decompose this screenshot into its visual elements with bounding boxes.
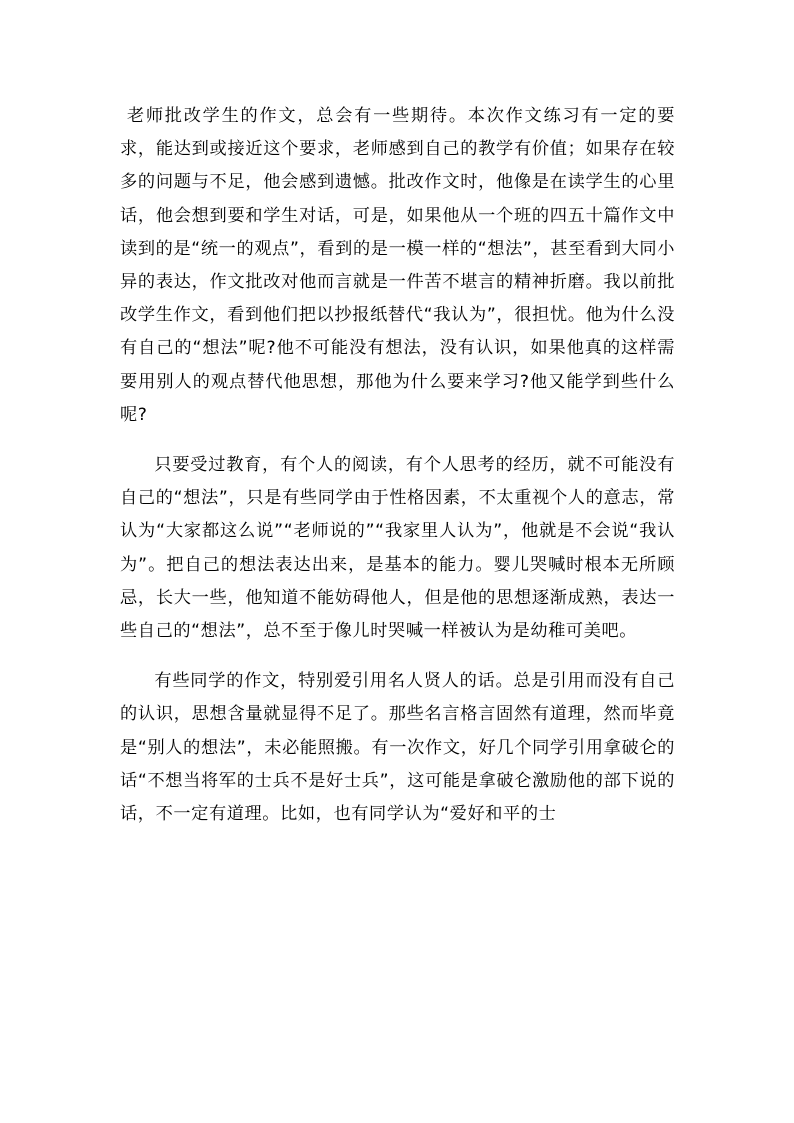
paragraph-1: 老师批改学生的作文，总会有一些期待。本次作文练习有一定的要求，能达到或接近这个要求，老师感到自己的教学有价值；如果存在较多的问题与不足，他会感到遗憾。批改作文时，他像是在读学生的心里话，他会想到要和学生对话，可是，如果他从一个班的四五十篇作文中读到的是“统一的观点”，看到的是一模一样的“想法”，甚至看到大同小异的表达，作文批改对他而言就是一件苦不堪言的精神折磨。我以前批改学生作文，看到他们把以抄报纸替代“我认为”，很担忧。他为什么没有自己的“想法”呢?他不可能没有想法，没有认识，如果他真的这样需要用别人的观点替代他思想，那他为什么要来学习?他又能学到些什么呢?	[120, 106, 675, 425]
paragraph-3: 有些同学的作文，特别爱引用名人贤人的话。总是引用而没有自己的认识，思想含量就显得不足了。那些名言格言固然有道理，然而毕竟是“别人的想法”，未必能照搬。有一次作文，好几个同学引用拿破仑的话“不想当将军的士兵不是好士兵”，这可能是拿破仑激励他的部下说的话，不一定有道理。比如，也有同学认为“爱好和平的士	[120, 671, 675, 825]
document-body	[120, 100, 675, 831]
paragraph-2: 只要受过教育，有个人的阅读，有个人思考的经历，就不可能没有自己的“想法”，只是有些同学由于性格因素，不太重视个人的意志，常认为“大家都这么说”“老师说的”“我家里人认为”，他就是不会说“我认为”。把自己的想法表达出来，是基本的能力。婴儿哭喊时根本无所顾忌，长大一些，他知道不能妨碍他人，但是他的思想逐渐成熟，表达一些自己的“想法”，总不至于像儿时哭喊一样被认为是幼稚可美吧。	[120, 455, 675, 642]
